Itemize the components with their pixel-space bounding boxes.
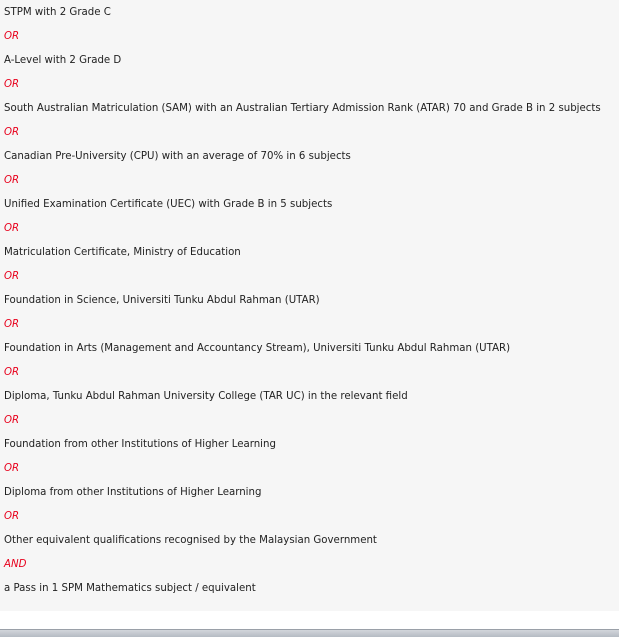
connector-and: AND	[4, 559, 27, 570]
requirement-item: STPM with 2 Grade C	[4, 7, 111, 18]
connector-or: OR	[4, 511, 20, 522]
connector-or: OR	[4, 79, 20, 90]
connector-or: OR	[4, 175, 20, 186]
requirement-item: A-Level with 2 Grade D	[4, 55, 122, 66]
connector-or: OR	[4, 31, 20, 42]
requirement-item: a Pass in 1 SPM Mathematics subject / equivalent	[4, 583, 256, 594]
requirement-item: Foundation from other Institutions of Higher Learning	[4, 439, 276, 450]
requirement-item: Foundation in Science, Universiti Tunku Abdul Rahman (UTAR)	[4, 295, 320, 306]
connector-or: OR	[4, 319, 20, 330]
requirement-item: Other equivalent qualifications recognised by the Malaysian Government	[4, 535, 377, 546]
connector-or: OR	[4, 271, 20, 282]
requirement-item: Canadian Pre-University (CPU) with an average of 70% in 6 subjects	[4, 151, 351, 162]
connector-or: OR	[4, 367, 20, 378]
connector-or: OR	[4, 415, 20, 426]
requirement-item: Matriculation Certificate, Ministry of Education	[4, 247, 241, 258]
requirement-item: South Australian Matriculation (SAM) with an Australian Tertiary Admission Rank (ATAR) 70 and Grade B in 2 subjects	[4, 103, 601, 114]
requirement-item: Foundation in Arts (Management and Accountancy Stream), Universiti Tunku Abdul Rahman (UTAR)	[4, 343, 511, 354]
requirement-item: Diploma from other Institutions of Higher Learning	[4, 487, 262, 498]
requirement-item: Diploma, Tunku Abdul Rahman University College (TAR UC) in the relevant field	[4, 391, 408, 402]
requirement-item: Unified Examination Certificate (UEC) with Grade B in 5 subjects	[4, 199, 333, 210]
connector-or: OR	[4, 463, 20, 474]
connector-or: OR	[4, 223, 20, 234]
connector-or: OR	[4, 127, 20, 138]
